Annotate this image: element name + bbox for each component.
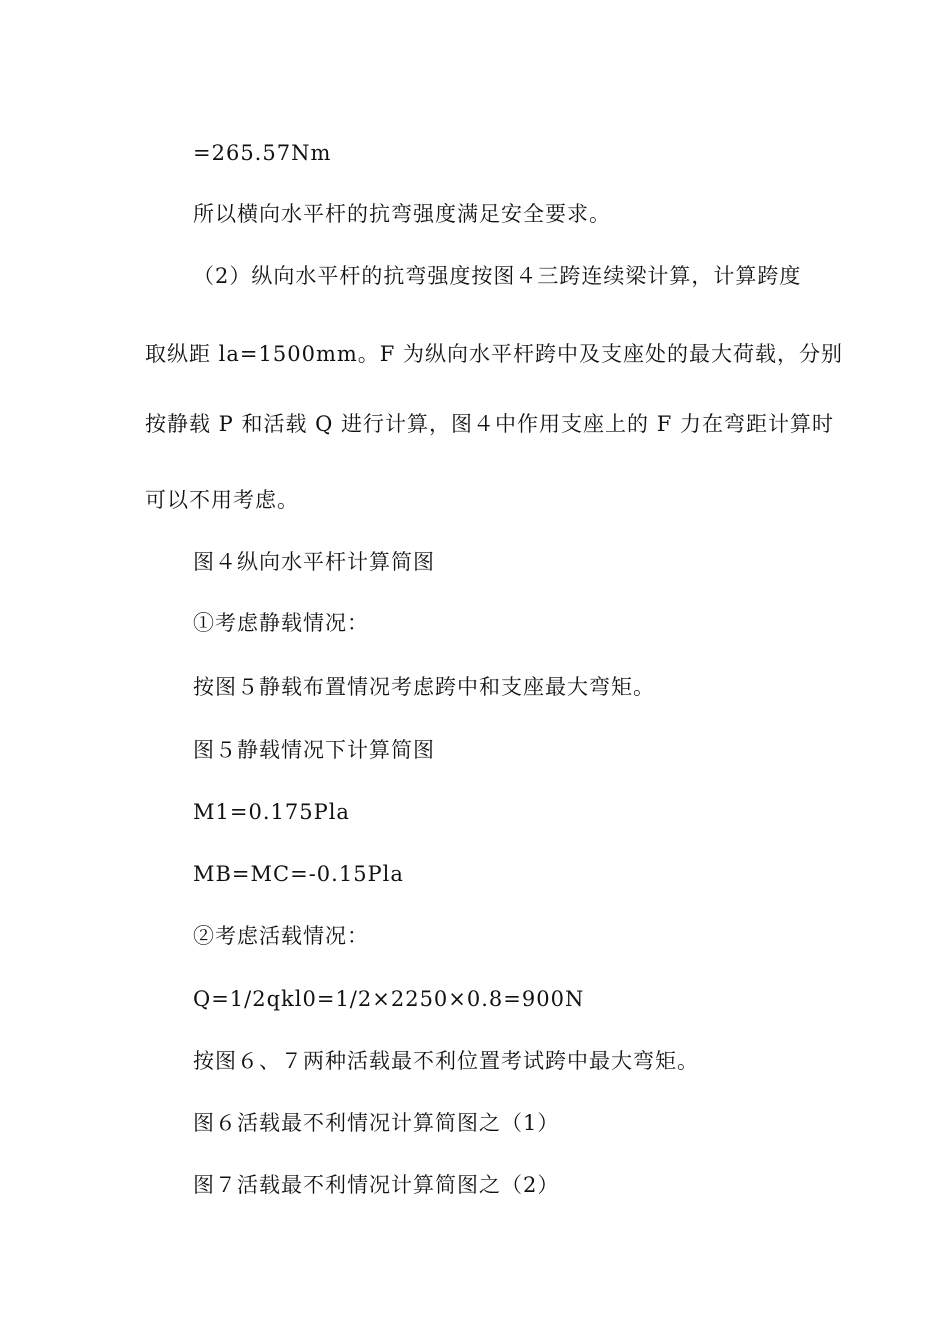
section-live-load: ②考虑活载情况： bbox=[193, 924, 369, 948]
figure-caption-6: 图６活载最不利情况计算简图之（1） bbox=[193, 1111, 560, 1135]
paragraph-line-2: 取纵距 la=1500mm。F 为纵向水平杆跨中及支座处的最大荷载，分别 bbox=[145, 342, 844, 366]
figure-caption-7: 图７活载最不利情况计算简图之（2） bbox=[193, 1173, 560, 1197]
formula-q: Q=1/2qkl0=1/2×2250×0.8=900N bbox=[193, 987, 585, 1011]
formula-mb-mc: MB=MC=-0.15Pla bbox=[193, 862, 404, 886]
figure-caption-4: 图４纵向水平杆计算简图 bbox=[193, 550, 435, 574]
paragraph-line-4: 可以不用考虑。 bbox=[145, 488, 299, 512]
conclusion-line: 所以横向水平杆的抗弯强度满足安全要求。 bbox=[193, 202, 611, 226]
section-dead-load: ①考虑静载情况： bbox=[193, 611, 369, 635]
paragraph-line-1: （2）纵向水平杆的抗弯强度按图４三跨连续梁计算，计算跨度 bbox=[193, 264, 802, 288]
live-load-text: 按图６、７两种活载最不利位置考试跨中最大弯矩。 bbox=[193, 1049, 699, 1073]
dead-load-text: 按图５静载布置情况考虑跨中和支座最大弯矩。 bbox=[193, 675, 655, 699]
formula-m1: M1=0.175Pla bbox=[193, 800, 350, 824]
result-value-line: =265.57Nm bbox=[193, 141, 332, 165]
figure-caption-5: 图５静载情况下计算简图 bbox=[193, 738, 435, 762]
paragraph-line-3: 按静载 P 和活载 Q 进行计算，图４中作用支座上的 F 力在弯距计算时 bbox=[145, 412, 834, 436]
